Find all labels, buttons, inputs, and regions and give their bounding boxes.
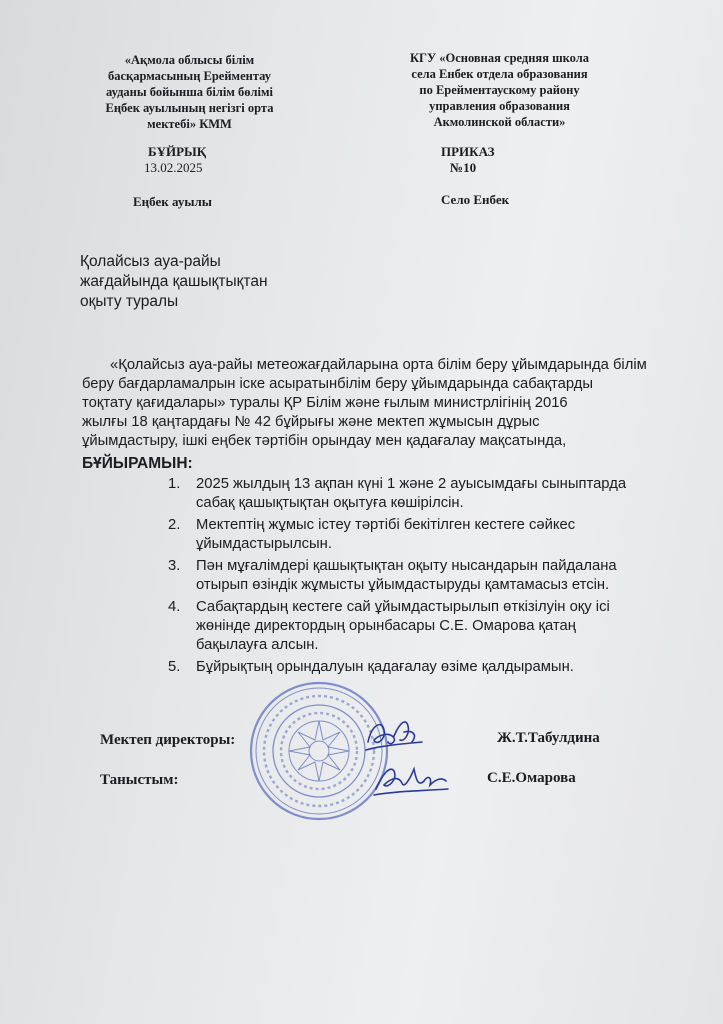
order-items-list [168, 475, 668, 680]
item-line: 2025 жылдың 13 ақпан күні 1 және 2 ауысымдағы сыныптарда [196, 476, 627, 492]
item-number: 5. [168, 659, 181, 675]
item-line: Пән мұғалімдері қашықтықтан оқыту нысандарын пайдалана [196, 558, 617, 574]
item-line: ұйымдастырылсын. [196, 536, 332, 552]
title-line: жағдайында қашықтықтан [80, 273, 268, 290]
header-left-line: мектебі» КММ [147, 117, 232, 131]
header-left-line: «Ақмола облысы білім [124, 53, 255, 67]
acquainted-signature [372, 755, 452, 801]
list-item [168, 658, 668, 677]
acquainted-label: Таныстым: [100, 772, 179, 788]
place-ru: Село Енбек [441, 192, 510, 207]
header-left-line: басқармасының Ерейментау [107, 69, 271, 83]
header-right-ru [392, 50, 607, 130]
list-item [168, 557, 668, 595]
doc-type-ru: ПРИКАЗ [441, 144, 495, 159]
preamble-line: ұйымдастыру, ішкі еңбек тәртібін орындау мен қадағалау мақсатында, [82, 433, 567, 449]
item-line: Бұйрықтың орындалуын қадағалау өзіме қалдырамын. [196, 659, 574, 675]
header-right-line: управления образования [429, 99, 570, 113]
item-number: 2. [168, 517, 181, 533]
place-kz: Еңбек ауылы [133, 194, 212, 209]
preamble-line: жылғы 18 қаңтардағы № 42 бұйрығы және мектеп жұмысын дұрыс [82, 414, 540, 430]
list-item [168, 516, 668, 554]
header-left-line: ауданы бойынша білім бөлімі [106, 85, 273, 99]
list-item [168, 475, 668, 513]
item-number: 4. [168, 599, 181, 615]
header-right-line: по Ерейментаускому району [419, 83, 580, 97]
header-right-line: Акмолинской области» [433, 115, 566, 129]
title-line: Қолайсыз ауа-райы [80, 253, 221, 270]
header-left-kz [82, 52, 297, 132]
doc-number: №10 [450, 160, 477, 175]
director-signature [360, 712, 430, 760]
item-number: 3. [168, 558, 181, 574]
preamble-paragraph [82, 356, 662, 451]
header-right-line: КГУ «Основная средняя школа [409, 51, 590, 65]
preamble-line: тоқтату қағидалары» туралы ҚР Білім және ғылым министрлігінің 2016 [82, 395, 568, 411]
director-label: Мектеп директоры: [100, 732, 236, 748]
item-line: Мектептің жұмыс істеу тәртібі бекітілген кестеге сәйкес [196, 517, 576, 533]
preamble-line: «Қолайсыз ауа-райы метеожағдайларына орта білім беру ұйымдарында білім [110, 357, 647, 373]
header-right-line: села Енбек отдела образования [411, 67, 588, 81]
director-name: Ж.Т.Табулдина [497, 730, 600, 746]
doc-date: 13.02.2025 [144, 160, 203, 175]
item-line: жөнінде директордың орынбасары С.Е. Омарова қатаң [196, 618, 576, 634]
order-title [80, 252, 268, 312]
doc-type-kz: БҰЙРЫҚ [148, 144, 207, 159]
list-item [168, 598, 668, 655]
item-line: бақылауға алсын. [196, 637, 319, 653]
item-line: отырып өзіндік жұмысты ұйымдастыруды қамтамасыз етсін. [196, 577, 610, 593]
order-label: БҰЙЫРАМЫН: [82, 455, 193, 472]
item-line: Сабақтардың кестеге сай ұйымдастырылып өткізілуін оқу ісі [196, 599, 610, 615]
item-line: сабақ қашықтықтан оқытуға көшірілсін. [196, 495, 464, 511]
header-left-line: Еңбек ауылының негізгі орта [105, 101, 274, 115]
title-line: оқыту туралы [80, 293, 179, 310]
preamble-line: беру бағдарламалрын іске асыратынбілім беру ұйымдарында сабақтарды [82, 376, 594, 392]
item-number: 1. [168, 476, 181, 492]
acquainted-name: С.Е.Омарова [487, 770, 576, 786]
